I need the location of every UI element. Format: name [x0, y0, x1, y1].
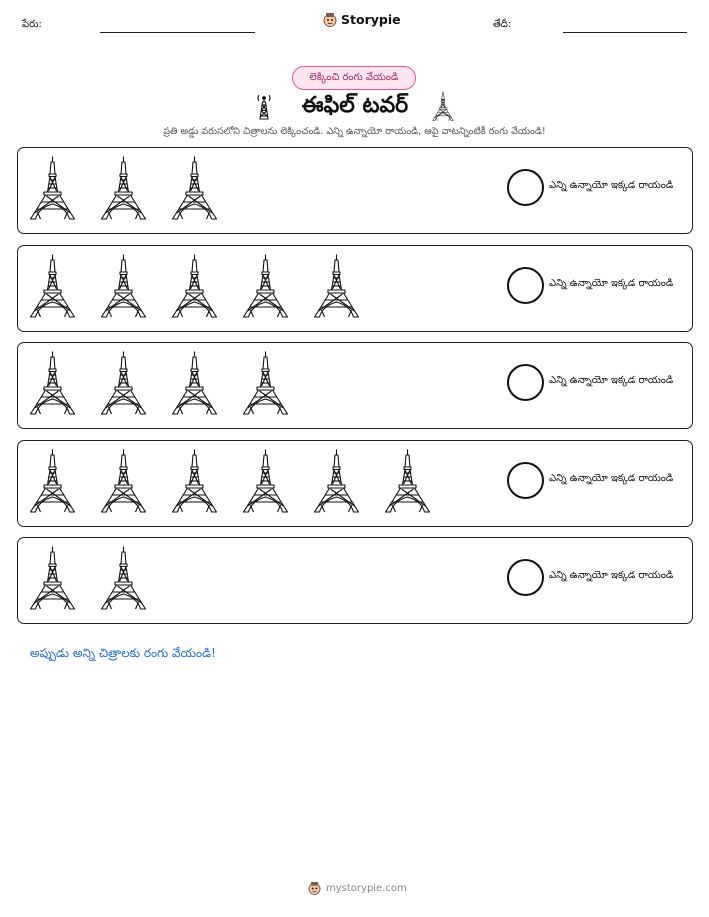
antenna-tower-icon	[256, 92, 272, 120]
eiffel-tower-icon	[100, 449, 147, 513]
picture-group	[29, 449, 455, 519]
answer-prompt: ఎన్ని ఉన్నాయో ఇక్కడ రాయండి	[549, 277, 674, 289]
site-footer	[308, 881, 407, 895]
eiffel-tower-icon	[29, 449, 76, 513]
activity-badge: లెక్కించి రంగు వేయండి	[292, 66, 416, 90]
picture-group	[29, 156, 242, 226]
eiffel-tower-icon	[29, 254, 76, 318]
name-label: పేరు:	[22, 19, 42, 30]
eiffel-tower-icon	[432, 91, 454, 121]
answer-prompt: ఎన్ని ఉన్నాయో ఇక్కడ రాయండి	[549, 472, 674, 484]
brand-logo	[323, 12, 401, 27]
answer-circle[interactable]	[507, 169, 544, 206]
instructions: ప్రతి అడ్డు వరుసలోని చిత్రాలను లెక్కించండి. ఎన్ని ఉన్నాయో రాయండి, ఆపై వాటన్నింటికీ రంగు వేయండి!	[163, 126, 546, 137]
answer-circle[interactable]	[507, 462, 544, 499]
page-title: ఈఫిల్ టవర్	[301, 93, 409, 118]
eiffel-tower-icon	[384, 449, 431, 513]
storypie-mascot-icon	[308, 881, 321, 895]
storypie-mascot-icon	[323, 12, 337, 27]
brand-name: Storypie	[341, 12, 401, 27]
answer-prompt: ఎన్ని ఉన్నాయో ఇక్కడ రాయండి	[549, 375, 674, 386]
answer-prompt: ఎన్ని ఉన్నాయో ఇక్కడ రాయండి	[549, 180, 674, 191]
eiffel-tower-icon	[313, 449, 360, 513]
picture-group	[29, 351, 313, 421]
answer-circle[interactable]	[507, 267, 544, 304]
counting-row	[17, 537, 693, 624]
counting-row	[17, 147, 693, 234]
counting-rows	[17, 147, 693, 635]
eiffel-tower-icon	[100, 546, 147, 610]
eiffel-tower-icon	[242, 254, 289, 318]
eiffel-tower-icon	[171, 449, 218, 513]
answer-prompt: ఎన్ని ఉన్నాయో ఇక్కడ రాయండి	[549, 570, 674, 581]
eiffel-tower-icon	[171, 351, 218, 415]
answer-circle[interactable]	[507, 364, 544, 401]
eiffel-tower-icon	[100, 351, 147, 415]
date-label: తేదీ:	[493, 19, 512, 30]
eiffel-tower-icon	[242, 449, 289, 513]
date-field[interactable]	[563, 32, 687, 33]
eiffel-tower-icon	[100, 156, 147, 220]
counting-row	[17, 245, 693, 332]
eiffel-tower-icon	[242, 351, 289, 415]
eiffel-tower-icon	[29, 351, 76, 415]
picture-group	[29, 546, 171, 616]
footer-note: అప్పుడు అన్ని చిత్రాలకు రంగు వేయండి!	[30, 646, 216, 660]
site-url: mystorypie.com	[326, 882, 407, 894]
eiffel-tower-icon	[29, 546, 76, 610]
counting-row	[17, 440, 693, 527]
worksheet-header	[0, 0, 709, 40]
eiffel-tower-icon	[29, 156, 76, 220]
eiffel-tower-icon	[100, 254, 147, 318]
title-row	[0, 90, 709, 122]
eiffel-tower-icon	[313, 254, 360, 318]
picture-group	[29, 254, 384, 324]
eiffel-tower-icon	[171, 156, 218, 220]
name-field[interactable]	[100, 32, 255, 33]
answer-circle[interactable]	[507, 559, 544, 596]
counting-row	[17, 342, 693, 429]
eiffel-tower-icon	[171, 254, 218, 318]
